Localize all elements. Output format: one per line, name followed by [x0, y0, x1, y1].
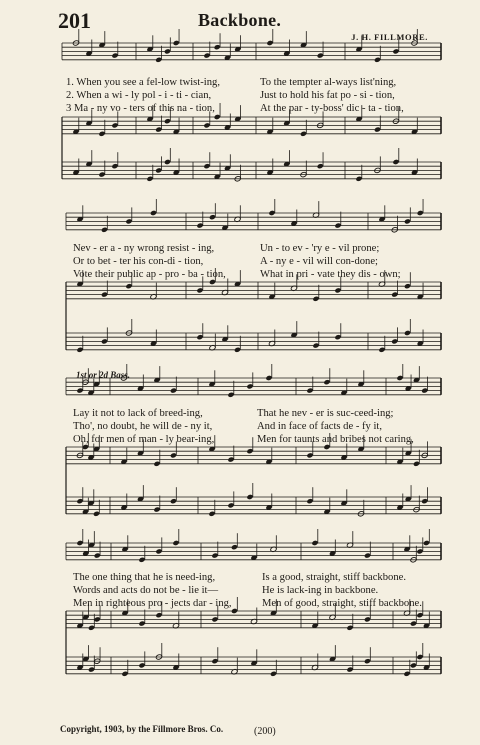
lyric-line-1a: Lay it not to lack of breed-ing,: [73, 408, 203, 419]
lyric-line-1b: That he nev - er is suc-ceed-ing;: [257, 408, 394, 419]
lyric-line-1b: To the tempter al-ways list'ning,: [260, 77, 397, 88]
lyric-line-3a: Vote their public ap - pro - ba - tion,: [73, 269, 226, 280]
lyric-line-1a: 1. When you see a fel-low twist-ing,: [66, 77, 220, 88]
hymn-title: Backbone.: [198, 10, 282, 30]
lyric-line-2b: A - ny e - vil will con-done;: [260, 256, 378, 267]
bass-label: 1st or 2d Bass.: [76, 370, 131, 380]
lyric-line-3b: What in pri - vate they dis - own;: [260, 269, 401, 280]
page-number: (200): [254, 726, 276, 737]
lyric-line-2a: 2. When a wi - ly pol - i - ti - cian,: [66, 90, 212, 101]
lyric-line-2b: And in face of facts de - fy it,: [257, 421, 383, 432]
copyright-notice: Copyright, 1903, by the Fillmore Bros. Co.: [60, 724, 224, 734]
composer-credit: J. H. FILLMORE.: [351, 32, 428, 42]
hymn-number: 201: [58, 8, 91, 33]
lyric-line-2a: Or to bet - ter his con-di - tion,: [73, 256, 204, 267]
lyric-line-3a: 3 Ma - ny vo - ters of this na - tion,: [66, 103, 215, 114]
lyric-line-1b: Un - to ev - 'ry e - vil prone;: [260, 243, 380, 254]
lyric-line-1a: Nev - er a - ny wrong resist - ing,: [73, 243, 215, 254]
lyric-line-3b: At the par - ty-boss' dic - ta - tion,: [260, 103, 404, 114]
lyric-line-2a: Tho', no doubt, he will de - ny it,: [73, 421, 213, 432]
lyric-line-2a: Words and acts do not be - lie it—: [73, 585, 219, 596]
lyric-line-1a: The one thing that he is need-ing,: [73, 572, 216, 583]
lyric-line-3a: Men in righteous pro - jects dar - ing,: [73, 598, 232, 609]
lyric-line-3b: Men for taunts and bribes not caring,: [257, 434, 414, 445]
lyric-line-2b: He is lack-ing in backbone.: [262, 585, 379, 596]
lyric-line-3b: Men of good, straight, stiff backbone.: [262, 598, 422, 609]
lyric-line-2b: Just to hold his fat po - si - tion,: [260, 90, 395, 101]
lyric-line-1b: Is a good, straight, stiff backbone.: [262, 572, 406, 583]
lyric-line-3a: Oh, for men of man - ly bear-ing,: [73, 434, 215, 445]
